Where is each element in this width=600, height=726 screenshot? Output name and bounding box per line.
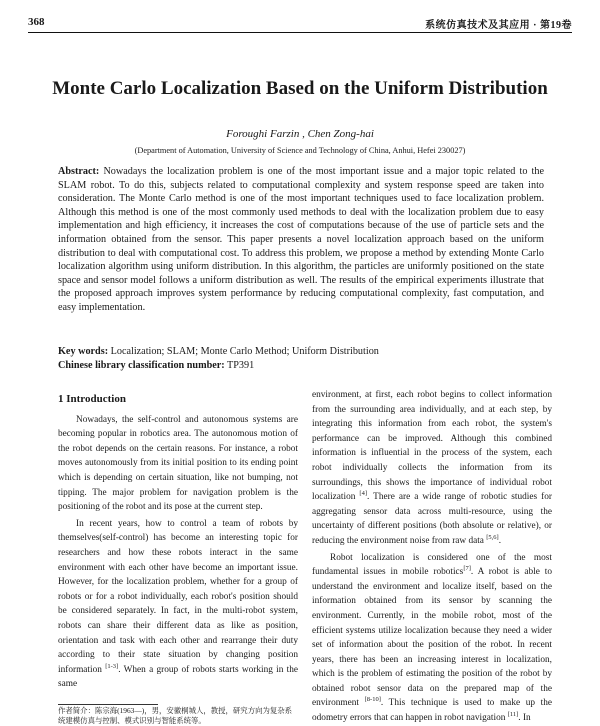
abstract bbox=[58, 165, 544, 315]
abstract-text: Nowadays the localization problem is one of the most important issue and a major topic related to the SLAM robot. To do this, subjects related to computational complexity and system response speed are taken into consideration. The Monte Carlo method is one of the most important techniques used to face localization problem. Although this method is one of the most commonly used methods to deal with the localization problem due to easy implementation and high efficiency, it increases the cost of computations because of the use of particle sets and the information obtained from the sensor. This paper presents a novel localization approach based on the uniform distribution to deal with computational cost. To address this problem, we propose a method by extending Monte Carlo localization algorithm using uniform distribution. In this algorithm, the particles are uniformly positioned on the state space and sensor model follows a uniform distribution as well. The results of the empirical experiments illustrate that the proposed approach improves system performance by reducing computational complexity, fast computation, and easy implementation. bbox=[58, 166, 545, 313]
keywords-text: Localization; SLAM; Monte Carlo Method; Uniform Distribution bbox=[110, 346, 379, 357]
abstract-label: Abstract: bbox=[58, 166, 100, 177]
paper-affiliation: (Department of Automation, University of Science and Technology of China, Anhui, Hefei 230027) bbox=[134, 146, 466, 155]
citation-ref: [8-10] bbox=[364, 696, 381, 704]
clc-text: TP391 bbox=[227, 360, 255, 371]
section-heading-introduction: 1 Introduction bbox=[58, 393, 126, 405]
left-column bbox=[58, 392, 298, 692]
citation-ref: [5,6] bbox=[486, 533, 499, 541]
citation-ref: [1-3] bbox=[105, 662, 119, 670]
citation-ref: [7] bbox=[463, 565, 471, 573]
right-paragraph-2c: . This technique is used to make up the odometry errors that can happen in robot navigation bbox=[312, 698, 552, 724]
footnote: 作者简介：陈宗海(1963—)，男，安徽桐城人，教授，研究方向为复杂系统建模仿真与控制、模式识别与智能系统等。 bbox=[58, 706, 293, 725]
keywords bbox=[58, 346, 544, 357]
citation-ref: [11] bbox=[507, 710, 519, 718]
right-paragraph-2b: . A robot is able to understand the environment and localize itself, based on the information obtained from its sensor by scanning the environment. Currently, in the mobile robot, most of the efficient systems utilize localization because they need a wider set of information about the position of the robot. In recent years, there has been an increasing interest in localization, which is the problem of estimating the position of the robot by obtained robot sensor data on the prepared map of the environment bbox=[312, 567, 552, 709]
right-column bbox=[312, 388, 552, 726]
right-paragraph-1c: . bbox=[498, 535, 502, 546]
right-paragraph-1a: environment, at first, each robot begins to collect information from the surrounding area individually, and at each step, by integrating this information from each robot, the system's performance can be improved. Although this combined information is influential in the process of the system, each robot individually collects the information from its surroundings, this shows the importance of individual robot localization bbox=[312, 390, 552, 503]
right-paragraph-2 bbox=[312, 551, 552, 726]
paper-title: Monte Carlo Localization Based on the Uniform Distribution bbox=[52, 78, 548, 99]
classification-number bbox=[58, 360, 544, 371]
header-rule bbox=[28, 32, 572, 33]
keywords-label: Key words: bbox=[58, 346, 109, 357]
page-number: 368 bbox=[28, 16, 45, 28]
intro-paragraph-2-tail: . When a group of robots starts working in the same bbox=[58, 664, 298, 690]
clc-label: Chinese library classification number: bbox=[58, 360, 225, 371]
running-head: 系统仿真技术及其应用 · 第19卷 bbox=[425, 20, 572, 31]
intro-paragraph-1: Nowadays, the self-control and autonomous systems are becoming popular in robotics area. The autonomous motion of the robot depends on the certain reasons. For instance, a robot moves autonomously from its initial position to its ending point which is depending on certain situation, like not bumping, not tipping. The major problem for navigation problem is the positioning of the robot and its pose at the current step. bbox=[58, 414, 298, 513]
right-paragraph-1 bbox=[312, 388, 552, 549]
citation-ref: [4] bbox=[359, 490, 367, 498]
right-paragraph-2a: Robot localization is considered one of the most fundamental issues in mobile robotics bbox=[312, 552, 552, 578]
paper-authors: Foroughi Farzin , Chen Zong-hai bbox=[226, 128, 374, 140]
right-paragraph-2d: . In bbox=[518, 713, 531, 724]
intro-paragraph-2-text: In recent years, how to control a team of robots by themselves(self-control) has become an interesting topic for researchers and how these robots interact in the same environment with each other have become an important issue. However, for the localization problem, whether for a group of robots or for a robot individually, each robot's position should be considered separately. In fact, in the multi-robot system, robots can share their different data as like as position, orientation and task with each other and rearrange their duty according to their state situation by changing position information bbox=[58, 518, 298, 675]
footnote-rule bbox=[58, 704, 158, 705]
right-paragraph-1b: . There are a wide range of robotic studies for aggregating sensor data across multi-resource, using the uncertainty of different positions (both absolute or relative), or reducing the environment noise from raw data bbox=[312, 492, 553, 546]
intro-paragraph-2 bbox=[58, 517, 298, 692]
